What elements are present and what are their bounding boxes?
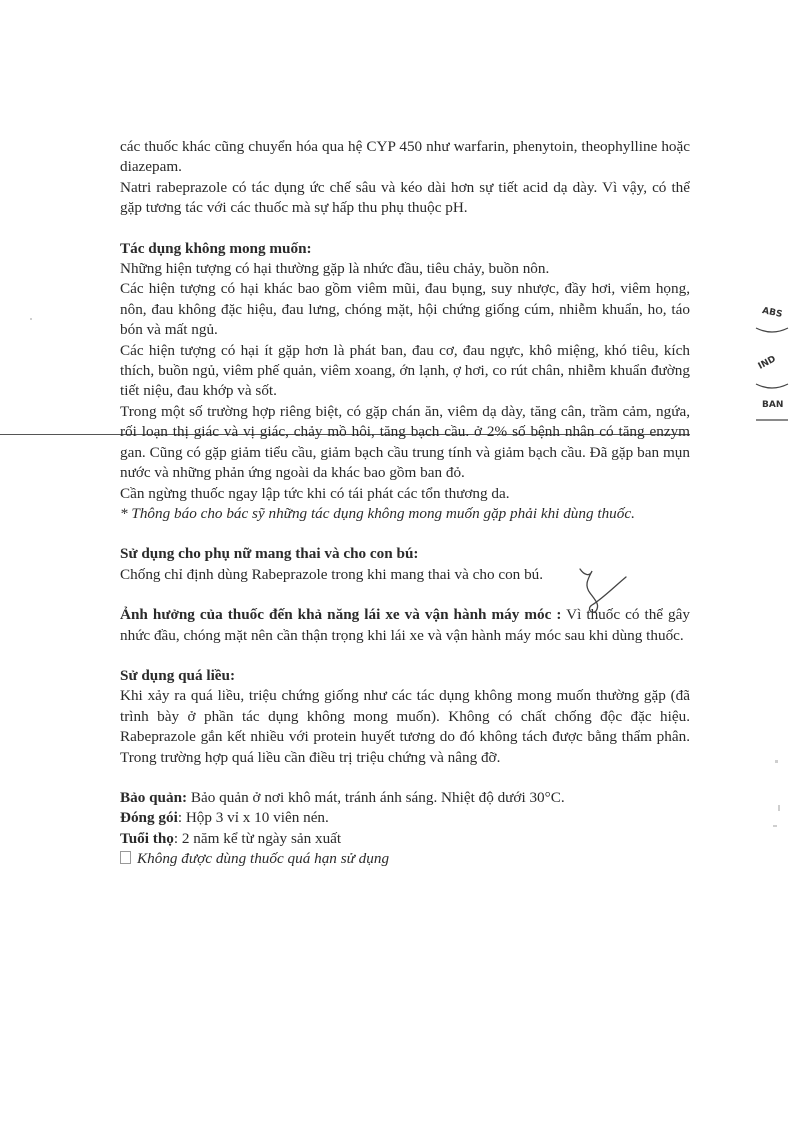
adverse-other: Các hiện tượng có hại khác bao gồm viêm mũi, đau bụng, suy nhược, đầy hơi, viêm họng, nôn, đau không đặc hiệu, đau lưng, chóng mặt, hội chứng giống cúm, nhiễm khuẩn, ho, táo bón và mất ngủ. [120, 280, 690, 339]
overdose-text: Khi xảy ra quá liều, triệu chứng giống như các tác dụng không mong muốn thường gặp (đã trình bày ở phần tác dụng không mong muốn). Không có chất chống độc đặc hiệu. Rabeprazole gắn kết nhiều với protein huyết tương do đó không tách được bằng thẩm phân. Trong trường hợp quá liều cần điều trị triệu chứng và nâng đỡ. [120, 687, 690, 766]
interaction-paragraph-2: Natri rabeprazole có tác dụng ức chế sâu và kéo dài hơn sự tiết acid dạ dày. Vì vậy, có thể gặp tương tác với các thuốc mà sự hấp thu phụ thuộc pH. [120, 178, 690, 217]
margin-stamp [752, 300, 800, 430]
storage-label: Bảo quản: [120, 788, 188, 806]
interaction-paragraph-1: các thuốc khác cũng chuyển hóa qua hệ CYP 450 như warfarin, phenytoin, theophylline hoặc diazepam. [120, 138, 690, 176]
adverse-common: Những hiện tượng có hại thường gặp là nhức đầu, tiêu chảy, buồn nôn. [120, 260, 550, 278]
adverse-less-common: Các hiện tượng có hại ít gặp hơn là phát ban, đau cơ, đau ngực, khô miệng, khó tiêu, kích thích, buồn ngủ, viêm phế quản, viêm xoang, ớn lạnh, ợ hơi, co rút chân, nhiễm khuẩn đường tiết niệu, đau khớp và sốt. [120, 341, 690, 400]
handwritten-signature [570, 565, 630, 625]
scan-speck [778, 805, 780, 811]
scan-speck [775, 760, 778, 763]
driving-heading: Ảnh hưởng của thuốc đến khả năng lái xe và vận hành máy móc : [120, 606, 562, 624]
stamp-curve-1 [752, 326, 792, 334]
stamp-curve-2 [752, 382, 792, 390]
expiry-warning-line [120, 849, 690, 869]
packaging-label: Đóng gói [120, 809, 178, 827]
stamp-curve-3 [752, 416, 792, 424]
shelf-life-text: : 2 năm kể từ ngày sản xuất [173, 829, 342, 847]
checkbox-icon [120, 851, 131, 864]
adverse-effects-heading: Tác dụng không mong muốn: [120, 239, 312, 257]
stamp-text-3: BAN [762, 400, 784, 410]
packaging-line [120, 808, 690, 828]
expiry-warning-text: Không được dùng thuốc quá hạn sử dụng [137, 850, 390, 868]
scan-speck [30, 318, 32, 320]
driving-text: Vì thuốc có thể gây nhức đầu, chóng mặt nên cần thận trọng khi lái xe và vận hành máy móc sau khi dùng thuốc. [120, 606, 690, 644]
adverse-rare: Trong một số trường hợp riêng biệt, có gặp chán ăn, viêm dạ dày, tăng cân, trầm cảm, ngứa, rối loạn thị giác và vị giác, chảy mồ hôi, tăng bạch cầu. ở 2% số bệnh nhân có tăng enzym gan. Cũng có gặp giảm tiểu cầu, giảm bạch cầu trung tính và giảm bạch cầu. Đã gặp ban mụn nước và những phản ứng ngoài da khác bao gồm ban đỏ. [120, 402, 690, 482]
document-body [120, 137, 690, 870]
shelf-life-label: Tuổi thọ [120, 829, 174, 847]
shelf-life-line [120, 829, 690, 849]
adverse-stop: Cần ngừng thuốc ngay lập tức khi có tái phát các tổn thương da. [120, 484, 510, 502]
scan-speck [773, 825, 777, 827]
adverse-note: * Thông báo cho bác sỹ những tác dụng không mong muốn gặp phải khi dùng thuốc. [120, 504, 635, 522]
stamp-text-1: ABS [761, 305, 784, 321]
stamp-text-2: IND [756, 354, 778, 372]
storage-text: Bảo quản ở nơi khô mát, tránh ánh sáng. Nhiệt độ dưới 30°C. [187, 788, 565, 806]
packaging-text: : Hộp 3 vỉ x 10 viên nén. [177, 809, 329, 827]
pregnancy-text: Chống chỉ định dùng Rabeprazole trong khi mang thai và cho con bú. [120, 565, 544, 583]
storage-line [120, 788, 690, 808]
pregnancy-heading: Sử dụng cho phụ nữ mang thai và cho con bú: [120, 545, 419, 563]
overdose-heading: Sử dụng quá liều: [120, 666, 236, 684]
